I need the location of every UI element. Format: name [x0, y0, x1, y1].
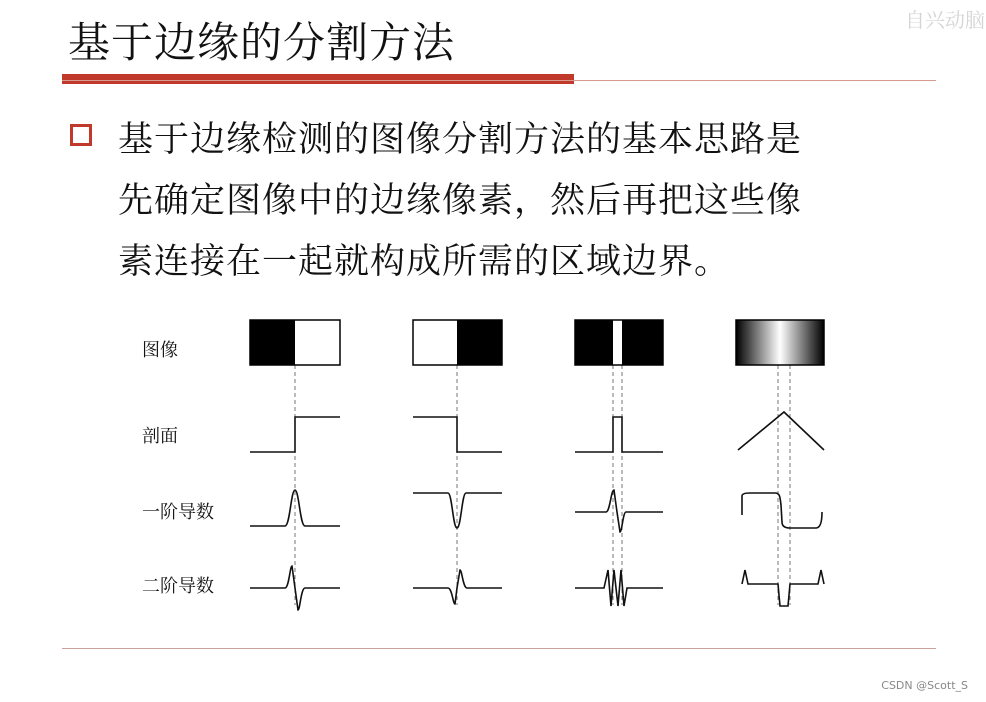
roof-edge-image: [736, 320, 824, 365]
step-up-image: [250, 320, 340, 365]
brand-logo-text: 自兴动脑: [905, 8, 985, 32]
profile-roof-edge: [738, 412, 824, 450]
step-down-image: [413, 320, 502, 365]
slide-title: 基于边缘的分割方法: [68, 18, 456, 67]
profile-step-down: [413, 417, 502, 452]
bullet-line-3: 素连接在一起就构成所需的区域边界。: [118, 242, 731, 282]
first-deriv-roof-edge: [742, 493, 822, 528]
bullet-line-1: 基于边缘检测的图像分割方法的基本思路是: [118, 120, 803, 160]
row-label-first-derivative: 一阶导数: [142, 502, 214, 523]
row-label-second-derivative: 二阶导数: [142, 576, 214, 597]
profile-step-up: [250, 417, 340, 452]
edge-profile-diagram: [130, 300, 850, 620]
bullet-square-icon: [70, 124, 92, 146]
row-label-profile: 剖面: [142, 426, 178, 447]
title-underline: [62, 80, 936, 81]
edge-guide-lines: [295, 365, 790, 605]
title-underline-accent: [62, 74, 574, 84]
first-deriv-line-edge: [575, 490, 663, 532]
second-deriv-line-edge: [575, 570, 663, 606]
bullet-line-2: 先确定图像中的边缘像素，然后再把这些像: [118, 181, 803, 221]
profile-line-edge: [575, 417, 663, 452]
row-label-image: 图像: [142, 340, 178, 361]
csdn-watermark: CSDN @Scott_S: [881, 679, 968, 692]
line-edge-image: [575, 320, 663, 365]
footer-rule: [62, 648, 936, 649]
first-derivative-curves: [250, 490, 822, 532]
bullet-paragraph: [118, 110, 918, 293]
profile-curves: [250, 412, 824, 452]
second-deriv-roof-edge: [742, 570, 824, 606]
second-derivative-curves: [250, 566, 824, 610]
